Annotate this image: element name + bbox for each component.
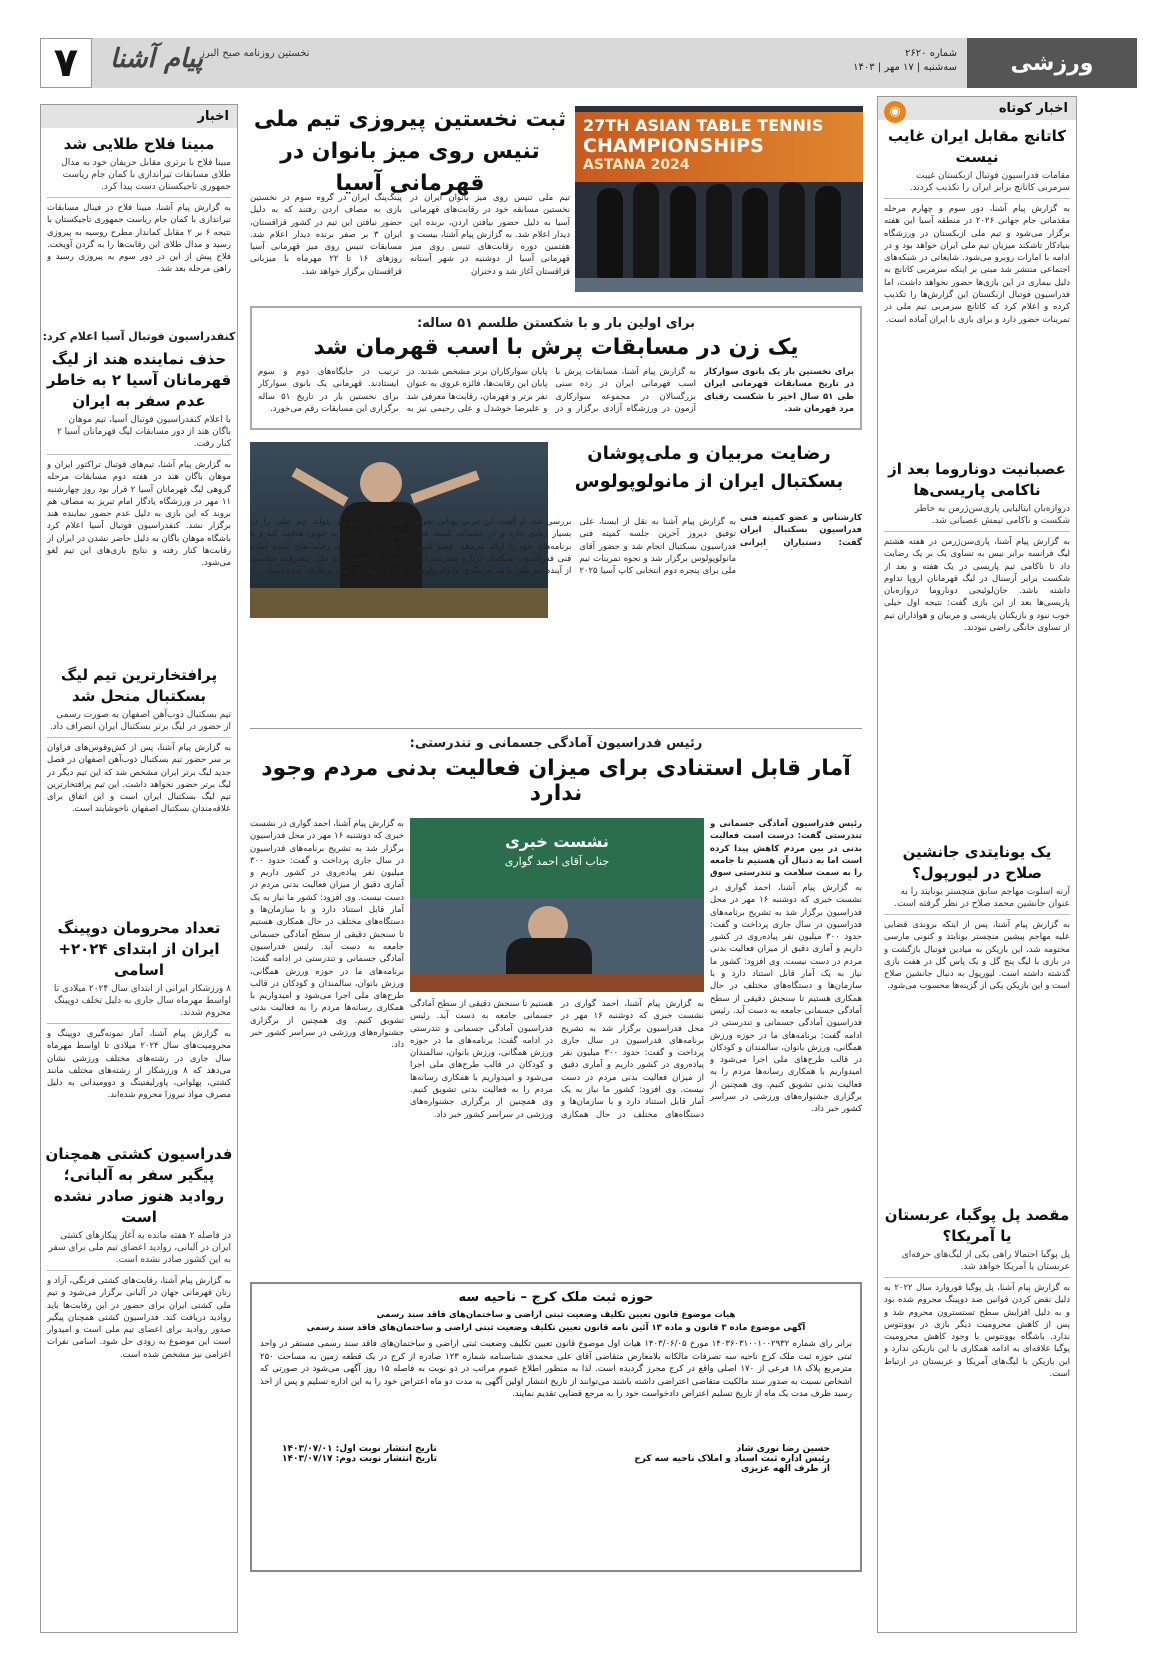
article-body: به گزارش پیام آشنا، مسابقات پرش با اسب قهرمانی ایران در رده سنی بزرگسالان در مجموعه سوارکاری آزمون در ورزشگاه آزادی برگزار و در پایان سوارکاران برتر مشخص شدند. در پایان این رقابت‌ها، فائزه غروی به عنوان نفر برتر و قهرمان، رقابت‌ها معرفی شد و علیرضا خوشدل و علی رحیمی نیز به ترتیب در جایگاه‌های دوم و سوم ایستادند. قهرمانی یک بانوی سوارکار برای نخستین بار در تاریخ ۵۱ ساله برگزاری این مسابقات رقم می‌خورد. — [258, 367, 696, 414]
page-number: ۷ — [40, 38, 92, 88]
divider — [250, 728, 862, 729]
article-body: به گزارش پیام آشنا، دور سوم و چهارم مرحله مقدماتی جام جهانی ۲۰۲۶ در منطقه آسیا این هفته برگزار می‌شود و تیم ملی ازبکستان در ورزشگاه بنیادکار تاشکند میزبان تیم ملی ایران خواهد بود و در ادامه با امارات روبرو می‌شود. شایعاتی در شبکه‌های اجتماعی منتشر شد مبنی بر اینکه سرمربی کاتانچ به دلیل بیماری در این بازی‌ها حضور نخواهد داشت، اما فدراسیون فوتبال ازبکستان این گزارش‌ها را تکذیب کرده و اعلام کرد که کاتانچ سرمربی تیم ملی در تمرینات حضور دارد و برای بازی با ایران آماده است. — [884, 204, 1070, 325]
legal-notice — [250, 1282, 862, 1572]
article-title: حذف نماینده هند از لیگ قهرمانان آسیا ۲ به خاطر عدم سفر به ایران — [46, 350, 232, 410]
tagline: نخستین روزنامه صبح البرز — [200, 48, 310, 59]
publish-date: تاریخ انتشار نوبت اول: ۱۴۰۳/۰۷/۰۱ — [282, 1444, 437, 1454]
team-photo — [575, 106, 863, 292]
notice-dates — [282, 1444, 437, 1474]
article-body: به گزارش پیام آشنا به نقل از ایسنا، علی توفیق دیروز آخرین جلسه کمیته فنی فدراسیون بسکتبال انجام شد و حضور آقای مانولوپولوس برگزار شد و نحوه تمرینات تیم ملی برای پنجره دوم انتخابی کاپ آسیا ۲۰۲۵ بررسی شد. او گفت: این مربی یونانی تجربه بسیار زیادی دارد و در جلسات کمیته فنی برنامه‌های خود را ارائه می‌دهد. عضو کمیته فنی فدراسیون بسکتبال درباره پیش‌بینی‌اش از آینده تیم ملی با سرمربیگری مانولوپولوس گفت: امیدواریم او بتواند تیم ملی را در پنجره دوم انتخابی به خوبی هدایت کند و با بازیکنان جوان برای رقابت‌های آینده آماده شوند. هم‌صحبتی تیم ملی پیشرفت مناسبی دارد و اختلافات دیگر برطرف شده است. — [250, 517, 736, 577]
column-header — [878, 97, 1076, 120]
article-body: به گزارش پیام آشنا، پاری‌سن‌ژرمن در هفته هشتم لیگ فرانسه برابر نیس به تساوی یک بر یک رضایت داد تا ناکامی تیم پاریسی در یک هفته و بعد از شکست برابر آرسنال در لیگ قهرمانان اروپا تداوم داشته باشد. جان‌لوئیجی دوناروما دروازه‌بان پاریسی‌ها بعد از این بازی گفت: نتیجه اول خیلی خوب نبود و بازیکنان پاریسی و مربیان و هواداران تیم از تساوی خانگی راضی نبودند. — [884, 537, 1070, 634]
column-header: اخبار — [41, 105, 237, 128]
issue-date: سه‌شنبه | ۱۷ مهر | ۱۴۰۳ — [853, 62, 957, 73]
article-title: مبینا فلاح طلایی شد — [63, 135, 215, 153]
article-lead: ۸ ورزشکار ایرانی از ابتدای سال ۲۰۲۴ میلادی تا اواسط مهرماه سال جاری به دلیل تخلف دوپینگ محروم شدند. — [47, 983, 231, 1024]
rss-icon: ◉ — [884, 101, 906, 123]
headline: آمار قابل استنادی برای میزان فعالیت بدنی مردم وجود ندارد — [261, 756, 851, 806]
article-body: به گزارش پیام آشنا، احمد گواری در نشست خبری که دوشنبه ۱۶ مهر در محل فدراسیون برگزار شد به تشریح برنامه‌های فدراسیون در سال جاری پرداخت و گفت: حدود ۳۰۰ میلیون نفر پیاده‌روی در کشور داریم و آماری دقیق از میزان فعالیت بدنی مردم در دست نیست. وی افزود: کشور ما نیاز به یک آمار قابل استناد دارد و با سازمان‌ها و دستگاه‌های مختلف در حال همکاری هستیم تا سنجش دقیقی از سطح آمادگی جسمانی جامعه به دست آید. رئیس فدراسیون آمادگی جسمانی و تندرستی در ادامه گفت: برنامه‌های ما در حوزه ورزش همگانی، ورزش بانوان، سالمندان و کودکان در قالب طرح‌های ملی اجرا می‌شود و امیدواریم با همکاری رسانه‌ها مردم را به فعالیت بدنی تشویق کنیم. وی همچنین از برگزاری جشنواره‌های ورزشی در سراسر کشور خبر داد. — [250, 819, 404, 1051]
article-body: به گزارش پیام آشنا، احمد گواری در نشست خبری که دوشنبه ۱۶ مهر در محل فدراسیون برگزار شد به تشریح برنامه‌های فدراسیون در سال جاری پرداخت و گفت: حدود ۳۰۰ میلیون نفر پیاده‌روی در کشور داریم و آماری دقیق از میزان فعالیت بدنی مردم در دست نیست. وی افزود: کشور ما نیاز به یک آمار قابل استناد دارد و با سازمان‌ها و دستگاه‌های مختلف در حال همکاری هستیم تا سنجش دقیقی از سطح آمادگی جسمانی جامعه به دست آید. رئیس فدراسیون آمادگی جسمانی و تندرستی در ادامه گفت: برنامه‌های ما در حوزه ورزش همگانی، ورزش بانوان، سالمندان و کودکان در قالب طرح‌های ملی اجرا می‌شود و امیدواریم با همکاری رسانه‌ها مردم را به فعالیت بدنی تشویق کنیم. وی همچنین از برگزاری جشنواره‌های ورزشی در سراسر کشور خبر داد. — [410, 999, 704, 1120]
photo-banner-line: 27TH ASIAN TABLE TENNIS — [583, 116, 824, 135]
notice-title: حوزه ثبت ملک کرج – ناحیه سه — [458, 1290, 654, 1305]
article-body: به گزارش پیام آشنا، پل پوگبا فوروارد سال ۲۰۲۲ به دلیل نقض کردن قوانین ضد دوپینگ محروم شده بود و به دلیل افزایش سطح تستسترون محروم شد و پس از کاهش محرومیت دیگر بازی در یوونتوس ندارد. باشگاه یوونتوس با وجود کاهش محرومیت پوگبا علاقه‌ای به ادامه همکاری با این بازیکن ندارد و این بازیکن با لیگ‌های آمریکا و عربستان در ارتباط است. — [884, 1283, 1070, 1380]
article-lead: تیم بسکتبال ذوب‌آهن اصفهان به صورت رسمی از حضور در لیگ برتر بسکتبال ایران انصراف داد. — [47, 709, 231, 738]
article-title: عصبانیت دوناروما بعد از ناکامی پاریسی‌ها — [888, 460, 1066, 499]
article-lead: مبینا فلاح با برتری مقابل حریفان خود به مدال طلای مسابقات تیراندازی با کمان جام ریاست جمهوری تاجیکستان دست پیدا کرد. — [47, 157, 231, 198]
article-title: پرافتخارترین تیم لیگ بسکتبال منحل شد — [60, 666, 218, 705]
headline: ثبت نخستین پیروزی تیم ملی تنیس روی میز بانوان در قهرمانی آسیا — [253, 107, 567, 196]
headline: رضایت مربیان و ملی‌پوشان بسکتبال ایران از مانولوپولوس — [574, 443, 844, 492]
column-title: اخبار کوتاه — [998, 101, 1068, 116]
notice-signature — [634, 1444, 830, 1474]
article-lead: برای نخستین بار یک بانوی سوارکار در تاریخ مسابقات قهرمانی ایران طی ۵۱ سال اخیر با شکست رقبای مرد قهرمان شد. — [704, 367, 854, 414]
article-title: مقصد پل پوگبا، عربستان یا آمریکا؟ — [884, 1206, 1070, 1245]
article-body: به گزارش پیام آشنا، مبینا فلاح در فینال مسابقات تیراندازی با کمان جام ریاست جمهوری تاجیکستان با نتیجه ۶ بر ۲ مقابل کماندار مطرح روسیه به پیروزی رسید و مدال طلای این رقابت‌ها را به گردن آویخت. فلاح پیش از این در دور سوم به پیروزی رسید و راهی مرحله بعد شد. — [47, 203, 231, 275]
article-title: فدراسیون کشتی همچنان پیگیر سفر به آلبانی؛ روادید هنوز صادر نشده است — [45, 1145, 233, 1226]
slide-name: جناب آقای احمد گواری — [504, 855, 610, 868]
signature-name: حسین رضا نوری شاد — [736, 1444, 830, 1454]
horse-story-box — [250, 306, 862, 430]
article-lead: کارشناس و عضو کمیته فنی فدراسیون بسکتبال ایران گفت: دستیاران ایرانی — [740, 513, 862, 548]
article-lead: پل پوگبا احتمالا راهی یکی از لیگ‌های حرفه‌ای عربستان یا آمریکا خواهد شد. — [884, 1249, 1070, 1278]
kicker: رئیس فدراسیون آمادگی جسمانی و تندرستی: — [409, 736, 703, 751]
article-lead: در فاصله ۲ هفته مانده به آغاز پیکارهای کشتی ایران در آلبانی، روادید اعضای تیم ملی برای سفر به این کشور صادر نشده است. — [47, 1230, 231, 1271]
article-body: به گزارش پیام آشنا، رقابت‌های کشتی فرنگی، آزاد و زنان قهرمانی جهان در آلبانی برگزار می‌شود و تیم ملی کشتی ایران برای حضور در این رقابت‌ها باید روادید دریافت کند. فدراسیون کشتی همچنان پیگیر صدور روادید برای اعضای تیم ملی است و امیدوار است این موضوع به زودی حل شود. اسامی نفرات اعزامی نیز مشخص شده است. — [47, 1276, 231, 1360]
section-title: ورزشی — [967, 38, 1137, 88]
page-header — [40, 38, 1137, 88]
issue-number: شماره ۲۶۲۰ — [905, 48, 957, 59]
short-news-column — [877, 96, 1077, 1633]
article-body: به گزارش پیام آشنا، پس از اینکه بروندی قضایی علیه مهاجم پیشین منچستر یونایتد و کنونی مارسی مختومه شد، این بازیکن به میادین فوتبال بازگشت و در بازی با لیگ پنج گل و یک پاس گل در هفت بازی گذشته داشته است. لیورپول به دنبال جانشین صلاح است و این بازیکن یکی از گزینه‌ها محسوب می‌شود. — [884, 920, 1070, 992]
players-group — [597, 178, 841, 278]
signature-title: از طرف الهه عزیزی — [740, 1464, 830, 1474]
publish-date: تاریخ انتشار نوبت دوم: ۱۴۰۳/۰۷/۱۷ — [282, 1454, 438, 1464]
article-body: به گزارش پیام آشنا، تیم‌های فوتبال تراکتور ایران و موهان باگان هند در هفته دوم مسابقات مرحله گروهی لیگ قهرمانان آسیا ۲ قرار بود روز چهارشنبه ۱۱ مهر در ورزشگاه یادگار امام تبریز به مصاف هم بروند که این بازی به دلیل عدم حضور نماینده هند برگزار نشد. کنفدراسیون فوتبال آسیا اعلام کرد باشگاه موهان باگان به دلیل حاضر نشدن در ایران از رقابت‌ها کنار رفته و نتایج بازی‌های این تیم لغو می‌شود. — [47, 460, 231, 569]
headline: یک زن در مسابقات پرش با اسب قهرمان شد — [313, 335, 799, 360]
article-lead: آرنه اسلوت مهاجم سابق منچستر یونایتد را به عنوان جانشین محمد صلاح در نظر گرفته است. — [884, 886, 1070, 915]
article-body: به گزارش پیام آشنا، آمار نمونه‌گیری دوپینگ و محرومیت‌های سال ۲۰۲۴ میلادی تا اواسط مهرماه سال جاری در رشته‌های مختلف ورزشی نشان می‌دهد که ۸ ورزشکار از رشته‌های مختلف مانند کشتی، پهلوانی، پاورلیفتینگ و دوومیدانی به دلیل مصرف مواد نیروزا محروم شده‌اند. — [47, 1029, 231, 1101]
news-column — [40, 104, 238, 1633]
notice-subtitle: آگهی موضوع ماده ۳ قانون و ماده ۱۳ آئین نامه قانون تعیین تکلیف وضعیت ثبتی اراضی و ساختمان‌های فاقد سند رسمی — [306, 1322, 806, 1333]
notice-subtitle: هیات موضوع قانون تعیین تکلیف وضعیت ثبتی اراضی و ساختمان‌های فاقد سند رسمی — [376, 1310, 736, 1320]
notice-body: برابر رای شماره ۱۴۰۳۶۰۳۱۰۰۱۰۰۲۹۳۲ مورخ ۱۴۰۳/۰۶/۰۵ هیات اول موضوع قانون تعیین تکلیف وضعیت ثبتی اراضی و ساختمان‌های فاقد سند رسمی مستقر در واحد ثبتی حوزه ثبت ملک کرج ناحیه سه تصرفات مالکانه بلامعارض متقاضی آقای علی محمدی شناسنامه شماره ۱۲۳ صادره از کرج در یک قطعه زمین به مساحت ۲۵۰ مترمربع پلاک ۱۸ فرعی از ۱۷۰ اصلی واقع در کرج محرز گردیده است. لذا به منظور اطلاع عموم مراتب در دو نوبت به فاصله ۱۵ روز آگهی می‌شود در صورتی که اشخاص نسبت به صدور سند مالکیت متقاضی اعتراضی داشته باشند می‌توانند از تاریخ انتشار اولین آگهی به مدت دو ماه اعتراض خود را به این اداره تسلیم و پس از اخذ رسید ظرف مدت یک ماه از تاریخ تسلیم اعتراض دادخواست خود را به مرجع قضایی تقدیم نمایند. — [260, 1339, 852, 1399]
kicker: برای اولین بار و با شکستن طلسم ۵۱ ساله: — [416, 316, 696, 331]
article-lead: با اعلام کنفدراسیون فوتبال آسیا، تیم موهان باگان هند از دور مسابقات لیگ قهرمانان آسیا ۲ کنار رفت. — [47, 414, 231, 455]
article-body: پینگ‌پنگ ایران در گروه سوم در نخستین بازی به مصاف اردن رفتند که به دلیل حضور نیافتن این تیم در کشور قزاقستان، ایران ۳ بر صفر برنده دیدار اعلام شد. مسابقات تنیس روی میز قهرمانی آسیا روزهای ۱۶ تا ۲۲ مهرماه با میزبانی قزاقستان برگزار خواهد شد. — [250, 193, 402, 277]
article-lead: دروازه‌بان ایتالیایی پاری‌سن‌ژرمن به خاطر شکست و ناکامی تیمش عصبانی شد. — [884, 503, 1070, 532]
article-lead: رئیس فدراسیون آمادگی جسمانی و تندرستی گفت: درست است فعالیت بدنی در بین مردم کاهش پیدا کرده است اما به دنبال آن هستیم تا جامعه را به سمت سلامت و تندرستی سوق — [710, 819, 862, 878]
article-body: به گزارش پیام آشنا، احمد گواری در نشست خبری که دوشنبه ۱۶ مهر در محل فدراسیون برگزار شد به تشریح برنامه‌های فدراسیون در سال جاری پرداخت و گفت: حدود ۳۰۰ میلیون نفر پیاده‌روی در کشور داریم و آماری دقیق از میزان فعالیت بدنی مردم در دست نیست. وی افزود: کشور ما نیاز به یک آمار قابل استناد دارد و با سازمان‌ها و دستگاه‌های مختلف در حال همکاری هستیم تا سنجش دقیقی از سطح آمادگی جسمانی جامعه به دست آید. رئیس فدراسیون آمادگی جسمانی و تندرستی در ادامه گفت: برنامه‌های ما در حوزه ورزش همگانی، ورزش بانوان، سالمندان و کودکان در قالب طرح‌های ملی اجرا می‌شود و امیدواریم با همکاری رسانه‌ها مردم را به فعالیت بدنی تشویق کنیم. وی همچنین از برگزاری جشنواره‌های ورزشی در سراسر کشور خبر داد. — [710, 883, 862, 1115]
article-title: یک یونایتدی جانشین صلاح در لیورپول؟ — [902, 843, 1052, 882]
article-title: تعداد محرومان دوپینگ ایران از ابتدای ۲۰۲۴+ اسامی — [57, 919, 221, 979]
newspaper-logo: پیام آشنا — [110, 44, 203, 74]
photo-banner-line: ASTANA 2024 — [583, 157, 690, 173]
issue-info — [853, 47, 957, 75]
press-conference-photo — [410, 818, 704, 992]
signature-title: رئیس اداره ثبت اسناد و املاک ناحیه سه کرج — [634, 1454, 830, 1464]
article-body: تیم ملی تنیس روی میز بانوان ایران در نخستین مسابقه خود در رقابت‌های قهرمانی آسیا به دلیل حضور نیافتن اردن، برنده این دیدار اعلام شد. به گزارش پیام آشنا، بیست و هفتمین دوره رقابت‌های تنیس روی میز قهرمانی آسیا از دوشنبه در شهر آستانه قزاقستان آغاز شد و دختران — [410, 193, 570, 277]
article-title: کاتانچ مقابل ایران غایب نیست — [888, 127, 1066, 166]
article-lead: مقامات فدراسیون فوتبال ازبکستان غیبت سرمربی کاتانچ برابر ایران را تکذیب کردند. — [884, 170, 1070, 199]
photo-banner-line: CHAMPIONSHIPS — [583, 135, 764, 157]
article-body: به گزارش پیام آشنا، پس از کش‌وقوس‌های فراوان بر سر حضور تیم بسکتبال ذوب‌آهن اصفهان در فصل جدید لیگ برتر ایران مشخص شد که این تیم دیگر در لیگ برتر حضور نخواهد داشت. این تیم پرافتخارترین تیم لیگ بسکتبال ایران است و این اتفاق برای علاقه‌مندان بسکتبال اصفهان ناخوشایند است. — [47, 743, 231, 815]
slide-title: نشست خبری — [505, 832, 609, 851]
kicker: کنفدراسیون فوتبال آسیا اعلام کرد: — [42, 330, 236, 343]
